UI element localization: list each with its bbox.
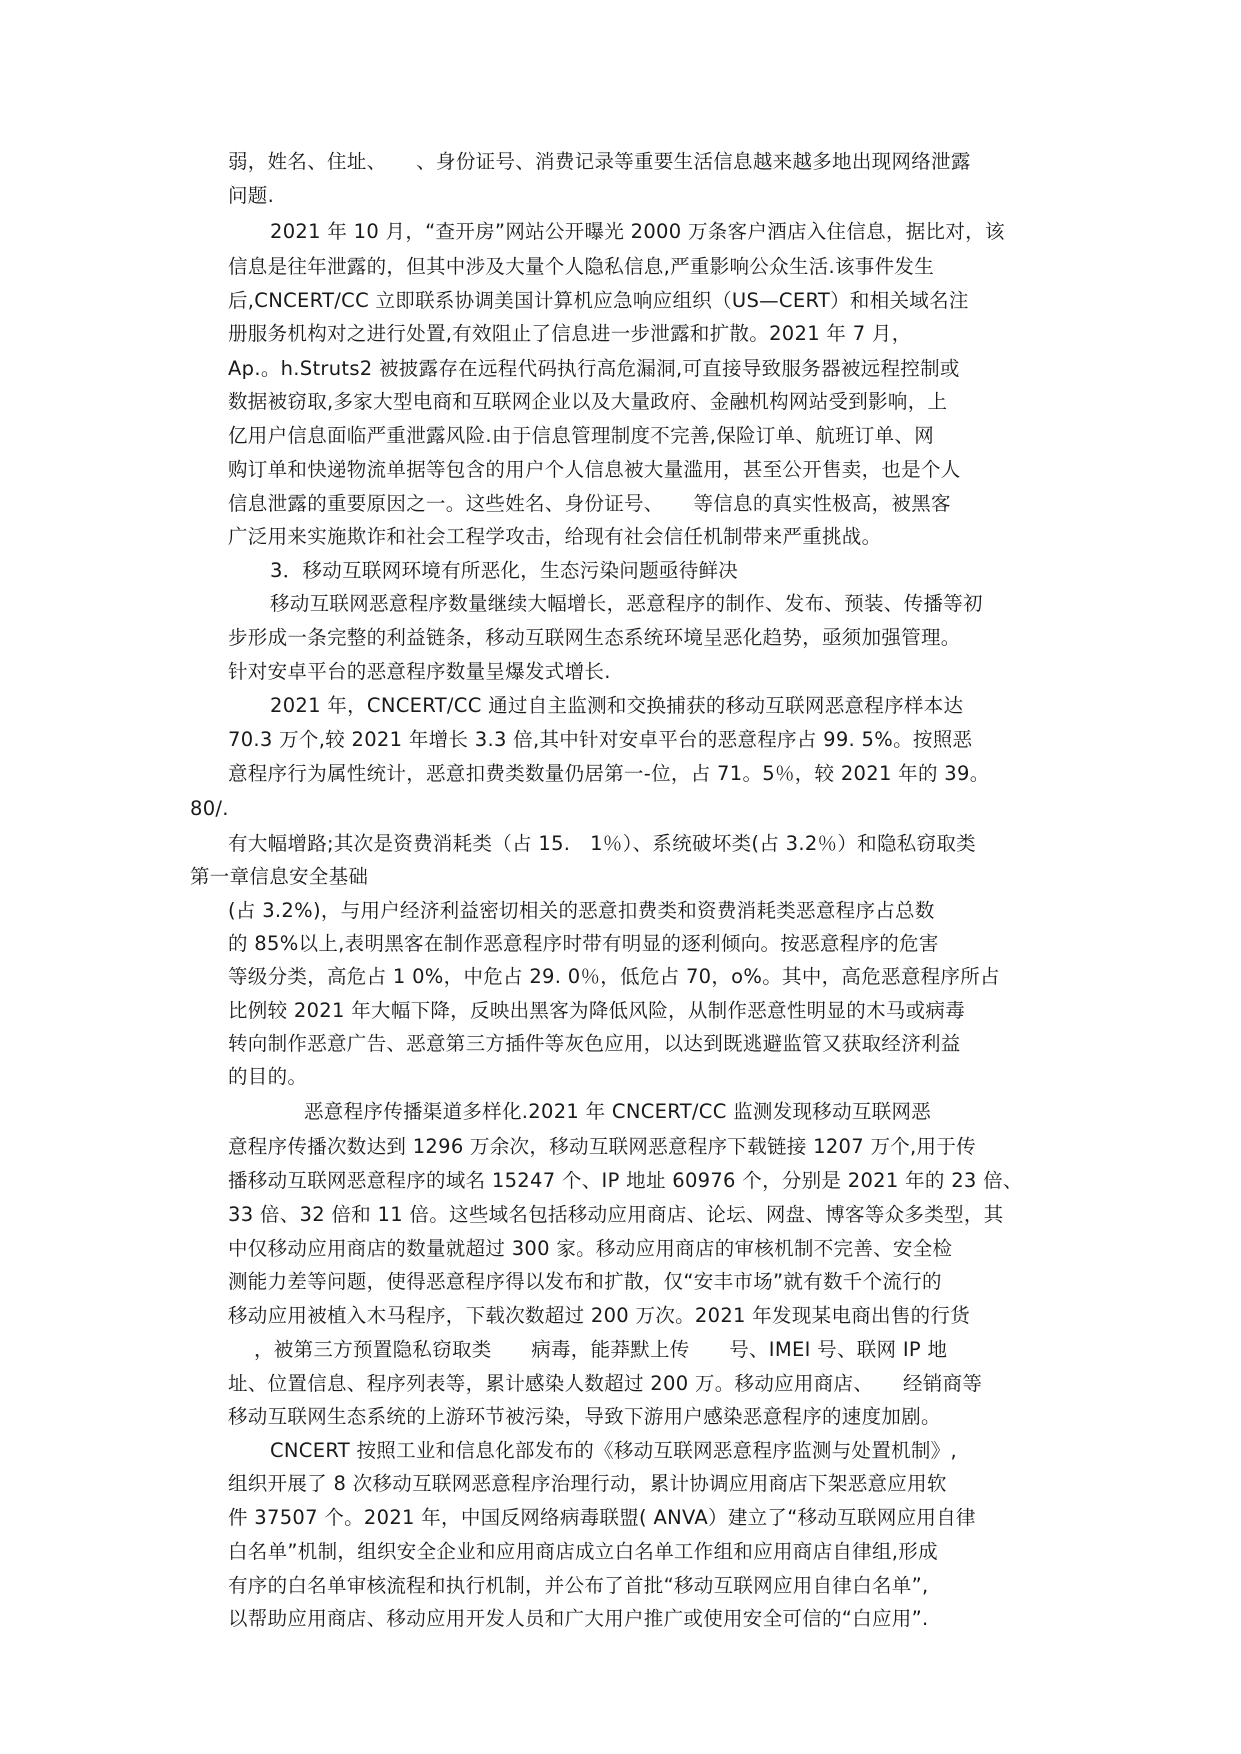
- text-line: 转向制作恶意广告、恶意第三方插件等灰色应用，以达到既逃避监管又获取经济利益: [228, 1032, 961, 1055]
- text-line: ，被第三方预置隐私窃取类 病毒，能莽默上传 号、IMEI 号、联网 IP 地: [254, 1338, 948, 1361]
- text-line: 等级分类，高危占 1 0%，中危占 29. 0％，低危占 70，o%。其中，高危恶意程序所占: [228, 965, 1000, 988]
- running-header: 第一章信息安全基础: [190, 865, 369, 888]
- text-line: 播移动互联网恶意程序的域名 15247 个、IP 地址 60976 个，分别是 2021 年的 23 倍、: [228, 1169, 1023, 1192]
- text-line: 件 37507 个。2021 年，中国反网络病毒联盟( ANVA）建立了“移动互联网应用自律: [228, 1506, 976, 1529]
- text-line: 33 倍、32 倍和 11 倍。这些域名包括移动应用商店、论坛、网盘、博客等众多类型，其: [228, 1203, 1004, 1226]
- text-line: 中仅移动应用商店的数量就超过 300 家。移动应用商店的审核机制不完善、安全检: [228, 1237, 953, 1260]
- text-line: 针对安卓平台的恶意程序数量呈爆发式增长.: [228, 660, 611, 683]
- text-line: 70.3 万个,较 2021 年增长 3.3 倍,其中针对安卓平台的恶意程序占 99. 5%。按照恶: [228, 728, 973, 751]
- text-line: 问题.: [228, 184, 275, 207]
- text-line: 弱，姓名、住址、 、身份证号、消费记录等重要生活信息越来越多地出现网络泄露: [228, 150, 971, 173]
- text-line: 有序的白名单审核流程和执行机制，并公布了首批“移动互联网应用自律白名单”,: [228, 1574, 929, 1597]
- text-line: 亿用户信息面临严重泄露风险.由于信息管理制度不完善,保险订单、航班订单、网: [228, 424, 934, 447]
- text-line: 移动互联网恶意程序数量继续大幅增长，恶意程序的制作、发布、预装、传播等初: [270, 592, 983, 615]
- text-line: 信息泄露的重要原因之一。这些姓名、身份证号、 等信息的真实性极高，被黑客: [228, 492, 951, 515]
- text-line: 意程序行为属性统计，恶意扣费类数量仍居第一-位，占 71。5％，较 2021 年的 39。: [228, 762, 990, 785]
- section-heading: 3．移动互联网环境有所恶化，生态污染问题亟待鲜决: [270, 559, 739, 582]
- text-line: 信息是往年泄露的，但其中涉及大量个人隐私信息,严重影响公众生活.该事件发生: [228, 255, 934, 278]
- text-line: 意程序传播次数达到 1296 万余次，移动互联网恶意程序下载链接 1207 万个,用于传: [228, 1135, 976, 1158]
- text-line: 2021 年，CNCERT/CC 通过自主监测和交换捕获的移动互联网恶意程序样本达: [270, 694, 964, 717]
- text-line: 册服务机构对之进行处置,有效阻止了信息进一步泄露和扩散。2021 年 7 月，: [228, 322, 912, 345]
- text-line: 白名单”机制，组织安全企业和应用商店成立白名单工作组和应用商店自律组,形成: [228, 1540, 938, 1563]
- text-line: 址、位置信息、程序列表等，累计感染人数超过 200 万。移动应用商店、 经销商等: [228, 1372, 983, 1395]
- text-line: 以帮助应用商店、移动应用开发人员和广大用户推广或使用安全可信的“白应用”.: [228, 1607, 929, 1630]
- text-line: 步形成一条完整的利益链条，移动互联网生态系统环境呈恶化趋势，亟须加强管理。: [228, 626, 961, 649]
- text-line: 80/.: [190, 797, 229, 820]
- text-line: 广泛用来实施欺诈和社会工程学攻击，给现有社会信任机制带来严重挑战。: [228, 525, 882, 548]
- text-line: 移动应用被植入木马程序，下载次数超过 200 万次。2021 年发现某电商出售的行货: [228, 1304, 971, 1327]
- text-line: CNCERT 按照工业和信息化部发布的《移动互联网恶意程序监测与处置机制》,: [270, 1439, 957, 1462]
- text-line: 有大幅增路;其次是资费消耗类（占 15. 1％）、系统破坏类(占 3.2％）和隐私窃取类: [228, 832, 976, 855]
- text-line: 的 85%以上,表明黑客在制作恶意程序时带有明显的逐利倾向。按恶意程序的危害: [228, 932, 939, 955]
- text-line: 数据被窃取,多家大型电商和互联网企业以及大量政府、金融机构网站受到影响，上: [228, 390, 948, 413]
- text-line: 的目的。: [228, 1065, 308, 1088]
- text-line: (占 3.2%)，与用户经济利益密切相关的恶意扣费类和资费消耗类恶意程序占总数: [228, 899, 935, 922]
- text-line: 比例较 2021 年大幅下降，反映出黑客为降低风险，从制作恶意性明显的木马或病毒: [228, 999, 966, 1022]
- text-line: 恶意程序传播渠道多样化.2021 年 CNCERT/CC 监测发现移动互联网恶: [304, 1100, 932, 1123]
- text-line: Ap.。h.Struts2 被披露存在远程代码执行高危漏洞,可直接导致服务器被远程控制或: [228, 357, 960, 380]
- text-line: 后,CNCERT/CC 立即联系协调美国计算机应急响应组织（US—CERT）和相关域名注: [228, 289, 969, 312]
- text-line: 组织开展了 8 次移动互联网恶意程序治理行动，累计协调应用商店下架恶意应用软: [228, 1472, 947, 1495]
- text-line: 2021 年 10 月，“查开房”网站公开曝光 2000 万条客户酒店入住信息，据比对，该: [270, 220, 1005, 243]
- text-line: 购订单和快递物流单据等包含的用户个人信息被大量滥用，甚至公开售卖，也是个人: [228, 458, 961, 481]
- text-line: 测能力差等问题，使得恶意程序得以发布和扩散，仅“安丰市场”就有数千个流行的: [228, 1270, 942, 1293]
- text-line: 移动互联网生态系统的上游环节被污染，导致下游用户感染恶意程序的速度加剧。: [228, 1405, 941, 1428]
